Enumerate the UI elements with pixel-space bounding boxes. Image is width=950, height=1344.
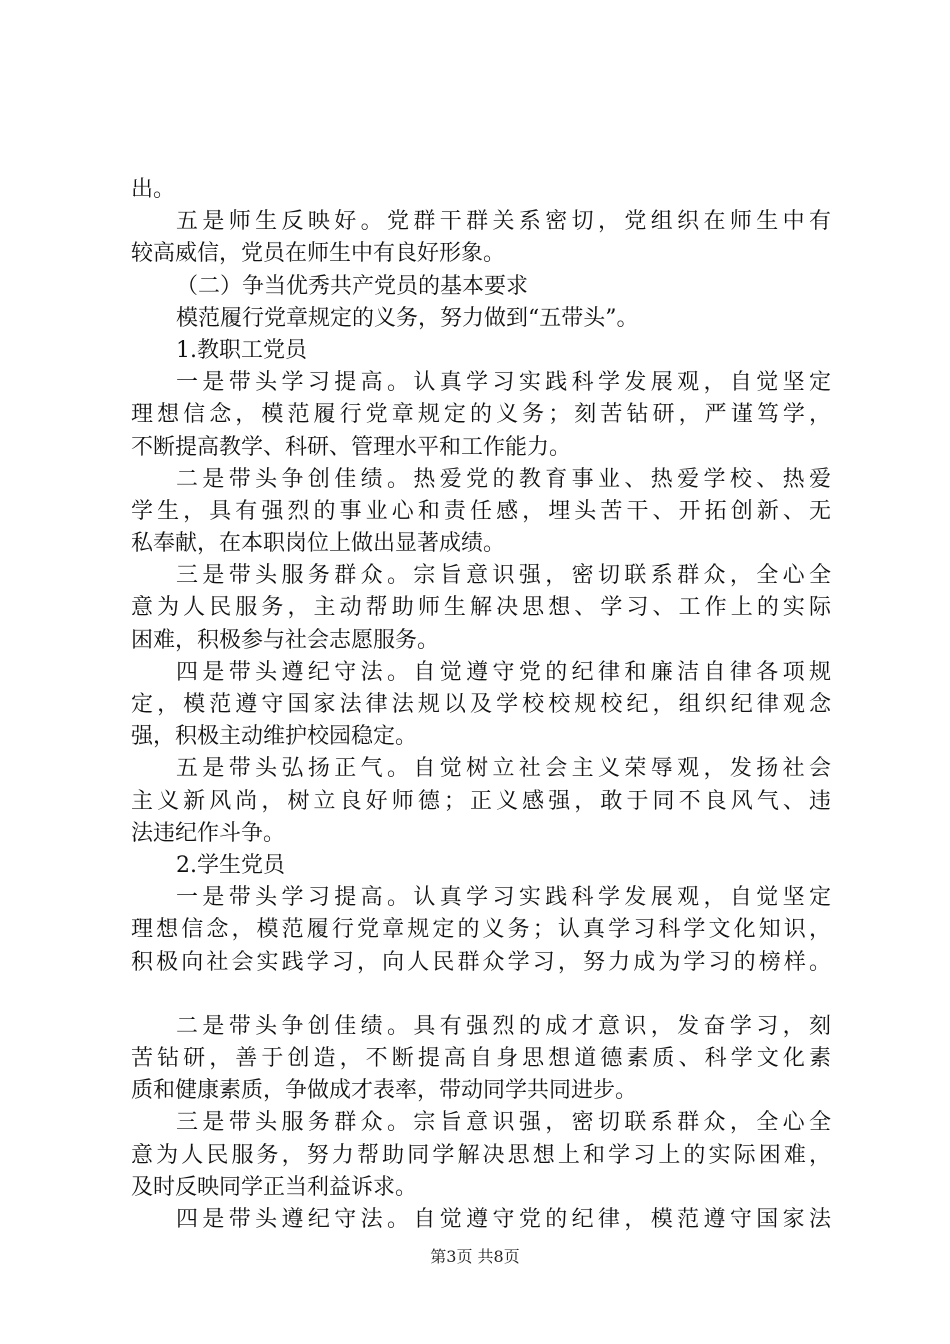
text-line: 及时反映同学正当利益诉求。 <box>131 1174 418 1200</box>
document-body <box>131 174 831 1236</box>
text-line: 五是带头弘扬正气。自觉树立社会主义荣辱观，发扬社会 <box>176 756 831 782</box>
text-line: 一是带头学习提高。认真学习实践科学发展观，自觉坚定 <box>176 885 831 911</box>
text-line: 1.教职工党员 <box>176 337 307 363</box>
text-line: 二是带头争创佳绩。热爱党的教育事业、热爱学校、热爱 <box>176 466 831 492</box>
text-line: 困难，积极参与社会志愿服务。 <box>131 627 440 653</box>
text-line: 意为人民服务，主动帮助师生解决思想、学习、工作上的实际 <box>131 595 831 621</box>
text-line: 主义新风尚，树立良好师德；正义感强，敢于同不良风气、违 <box>131 788 831 814</box>
text-line: 二是带头争创佳绩。具有强烈的成才意识，发奋学习，刻 <box>176 1013 831 1039</box>
text-line: 质和健康素质，争做成才表率，带动同学共同进步。 <box>131 1078 638 1104</box>
text-line: 2.学生党员 <box>176 852 285 878</box>
text-line: 私奉献，在本职岗位上做出显著成绩。 <box>131 531 506 557</box>
text-line: 四是带头遵纪守法。自觉遵守党的纪律，模范遵守国家法 <box>176 1207 831 1232</box>
text-line: 法违纪作斗争。 <box>131 820 286 846</box>
text-line: 理想信念，模范履行党章规定的义务；刻苦钻研，严谨笃学， <box>131 402 831 428</box>
text-line: 积极向社会实践学习，向人民群众学习，努力成为学习的榜样。 <box>131 949 831 975</box>
text-line: 出。 <box>131 177 176 202</box>
text-line: 不断提高教学、科研、管理水平和工作能力。 <box>131 434 572 460</box>
text-line: 五是师生反映好。党群干群关系密切，党组织在师生中有 <box>176 209 831 235</box>
text-line: 三是带头服务群众。宗旨意识强，密切联系群众，全心全 <box>176 563 831 589</box>
text-line: 强，积极主动维护校园稳定。 <box>131 724 418 750</box>
text-line: 模范履行党章规定的义务，努力做到“五带头”。 <box>176 305 639 331</box>
text-line: 一是带头学习提高。认真学习实践科学发展观，自觉坚定 <box>176 370 831 396</box>
text-line: （二）争当优秀共产党员的基本要求 <box>176 273 529 299</box>
text-line: 理想信念，模范履行党章规定的义务；认真学习科学文化知识， <box>131 917 831 943</box>
text-line: 较高威信，党员在师生中有良好形象。 <box>131 241 506 267</box>
text-line: 学生，具有强烈的事业心和责任感，埋头苦干、开拓创新、无 <box>131 498 831 524</box>
blank-line <box>131 979 831 1011</box>
text-line: 意为人民服务，努力帮助同学解决思想上和学习上的实际困难， <box>131 1142 831 1168</box>
text-line: 定，模范遵守国家法律法规以及学校校规校纪，组织纪律观念 <box>131 692 831 717</box>
page-footer: 第3页 共8页 <box>430 1247 520 1266</box>
text-line: 苦钻研，善于创造，不断提高自身思想道德素质、科学文化素 <box>131 1046 831 1072</box>
text-line: 三是带头服务群众。宗旨意识强，密切联系群众，全心全 <box>176 1110 831 1136</box>
text-line: 四是带头遵纪守法。自觉遵守党的纪律和廉洁自律各项规 <box>176 659 831 685</box>
